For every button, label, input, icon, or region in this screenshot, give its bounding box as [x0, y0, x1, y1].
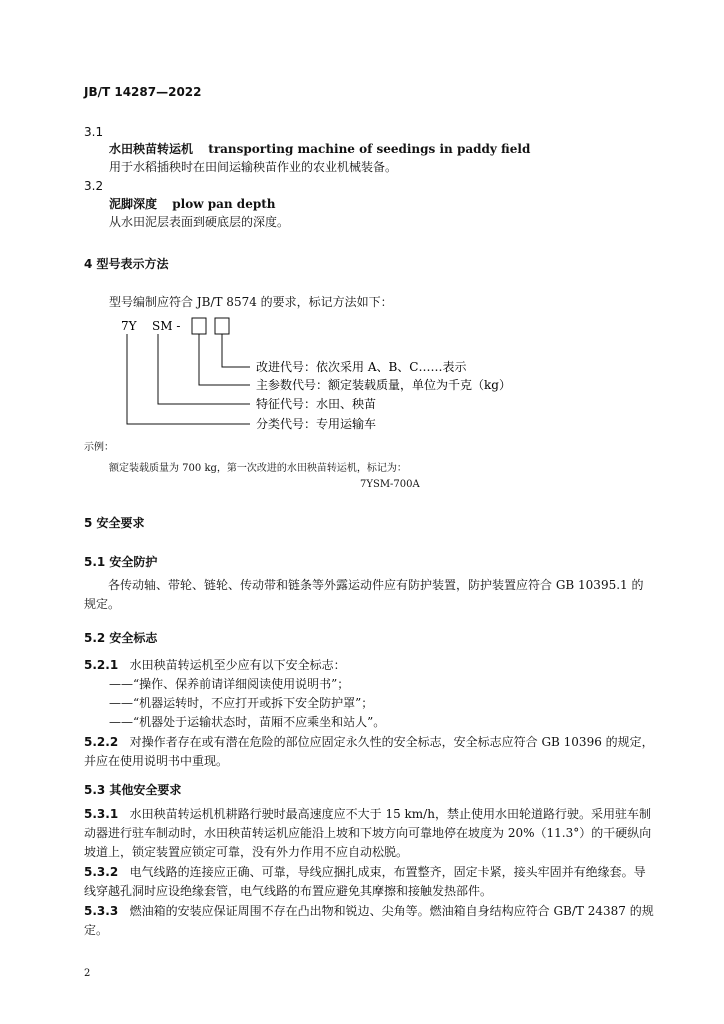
- term-cn: 水田秧苗转运机: [109, 142, 194, 156]
- clause-number: 5.3.3: [84, 904, 119, 918]
- subsection-heading: 5.2 安全标志: [84, 631, 158, 645]
- leader-line: [158, 334, 250, 404]
- list-item: ——“机器处于运输状态时，苗厢不应乘坐和站人”。: [109, 715, 386, 729]
- leader-line: [127, 334, 250, 424]
- list-item: ——“操作、保养前请详细阅读使用说明书”；: [109, 677, 350, 691]
- diagram-label: 特征代号：水田、秧苗: [256, 397, 377, 411]
- section-intro: 型号编制应符合 JB/T 8574 的要求，标记方法如下：: [109, 295, 393, 309]
- code-sm: SM -: [152, 319, 181, 333]
- clause-5-2-2: [84, 733, 654, 771]
- leader-line: [199, 334, 250, 385]
- clause-5-3-2: [84, 863, 654, 901]
- diagram-label: 主参数代号：额定装载质量，单位为千克（kg）: [256, 378, 511, 392]
- param-box: [192, 318, 206, 334]
- page-number: 2: [84, 968, 91, 979]
- clause-number: 5.2.2: [84, 735, 119, 749]
- term-definition: 用于水稻插秧时在田间运输秧苗作业的农业机械装备。: [109, 160, 398, 174]
- clause-text: 电气线路的连接应正确、可靠，导线应捆扎成束，布置整齐，固定卡紧，接头牢固并有绝缘套。导线穿越孔洞时应设绝缘套管，电气线路的布置应避免其摩擦和接触发热部件。: [84, 865, 646, 898]
- section-heading: 5 安全要求: [84, 516, 145, 530]
- diagram-label: 改进代号：依次采用 A、B、C……表示: [256, 360, 467, 374]
- term-cn: 泥脚深度: [109, 197, 158, 211]
- clause-text: 水田秧苗转运机机耕路行驶时最高速度应不大于 15 km/h，禁止使用水田轮道路行驶。采用驻车制动器进行驻车制动时，水田秧苗转运机应能沿上坡和下坡方向可靠地停在坡度为 20%（11.3°）的干硬纵向坡道上，锁定装置应锁定可靠，没有外力作用不应自动松脱。: [84, 807, 652, 859]
- clause-5-3-3: [84, 902, 654, 940]
- term-number: 3.1: [84, 125, 104, 139]
- paragraph: 各传动轴、带轮、链轮、传动带和链条等外露运动件应有防护装置，防护装置应符合 GB 10395.1 的规定。: [84, 578, 644, 611]
- subsection-heading: 5.1 安全防护: [84, 555, 158, 569]
- term-number: 3.2: [84, 179, 104, 193]
- clause-number: 5.2.1: [84, 658, 119, 672]
- model-code-diagram: [0, 0, 724, 440]
- leader-line: [222, 334, 250, 367]
- term-definition: 从水田泥层表面到硬底层的深度。: [109, 215, 290, 229]
- clause-number: 5.3.1: [84, 807, 119, 821]
- term-en: transporting machine of seedings in paddy field: [208, 142, 531, 156]
- standard-number: JB/T 14287—2022: [84, 85, 202, 99]
- clause-number: 5.3.2: [84, 865, 119, 879]
- section-heading: 4 型号表示方法: [84, 257, 169, 271]
- example-text: 额定装载质量为 700 kg，第一次改进的水田秧苗转运机，标记为：: [109, 463, 407, 474]
- clause-text: 水田秧苗转运机至少应有以下安全标志：: [129, 658, 346, 672]
- clause-5-3-1: [84, 805, 654, 862]
- improve-box: [215, 318, 229, 334]
- example-label: 示例：: [84, 442, 114, 453]
- code-7y: 7Y: [121, 319, 137, 333]
- diagram-label: 分类代号：专用运输车: [256, 417, 377, 431]
- subsection-heading: 5.3 其他安全要求: [84, 783, 182, 797]
- term-en: plow pan depth: [172, 197, 276, 211]
- clause-text: 对操作者存在或有潜在危险的部位应固定永久性的安全标志，安全标志应符合 GB 10396 的规定，并应在使用说明书中重现。: [84, 735, 654, 768]
- clause-text: 燃油箱的安装应保证周围不存在凸出物和锐边、尖角等。燃油箱自身结构应符合 GB/T 24387 的规定。: [84, 904, 654, 937]
- example-code: 7YSM-700A: [360, 479, 420, 490]
- clause-5-2-1: [84, 657, 346, 673]
- list-item: ——“机器运转时，不应打开或拆下安全防护罩”；: [109, 696, 374, 710]
